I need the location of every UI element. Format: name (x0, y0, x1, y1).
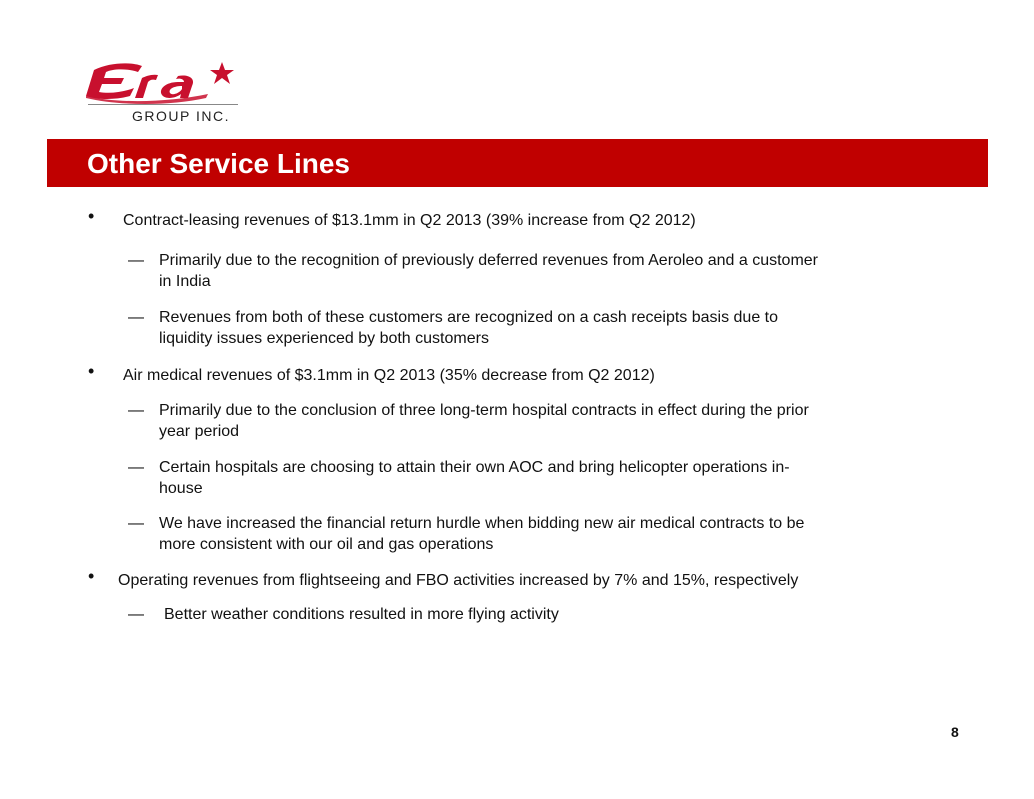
logo-subtitle: GROUP INC. (132, 108, 230, 124)
page-number: 8 (951, 724, 959, 740)
sub-bullet-marker: — (128, 252, 144, 269)
sub-bullet-marker: — (128, 309, 144, 326)
sub-bullet-text: Primarily due to the recognition of previously deferred revenues from Aeroleo and a customer (159, 252, 819, 269)
bullet-text: Contract-leasing revenues of $13.1mm in Q2 2013 (39% increase from Q2 2012) (123, 212, 696, 229)
sub-bullet-text: more consistent with our oil and gas operations (159, 536, 494, 553)
bullet-marker: • (88, 361, 95, 381)
sub-bullet-text: house (159, 480, 203, 497)
page-title: Other Service Lines (87, 148, 351, 179)
sub-bullet-text: in India (159, 273, 211, 290)
sub-bullet-marker: — (128, 459, 144, 476)
bullet-text: Operating revenues from flightseeing and FBO activities increased by 7% and 15%, respectively (118, 572, 799, 589)
bullet-text: Air medical revenues of $3.1mm in Q2 2013 (35% decrease from Q2 2012) (123, 367, 655, 384)
sub-bullet-marker: — (128, 515, 144, 532)
sub-bullet-text: Certain hospitals are choosing to attain their own AOC and bring helicopter operations in- (159, 459, 790, 476)
bullet-marker: • (88, 206, 95, 226)
sub-bullet-text: year period (159, 423, 240, 440)
sub-bullet-marker: — (128, 606, 144, 623)
sub-bullet-text: We have increased the financial return hurdle when bidding new air medical contracts to be (159, 515, 805, 532)
sub-bullet-marker: — (128, 402, 144, 419)
sub-bullet-text: Better weather conditions resulted in more flying activity (164, 606, 559, 623)
sub-bullet-text: Primarily due to the conclusion of three long-term hospital contracts in effect during the prior (159, 402, 809, 419)
sub-bullet-text: Revenues from both of these customers are recognized on a cash receipts basis due to (159, 309, 779, 326)
sub-bullet-text: liquidity issues experienced by both customers (159, 330, 489, 347)
bullet-marker: • (88, 566, 95, 586)
